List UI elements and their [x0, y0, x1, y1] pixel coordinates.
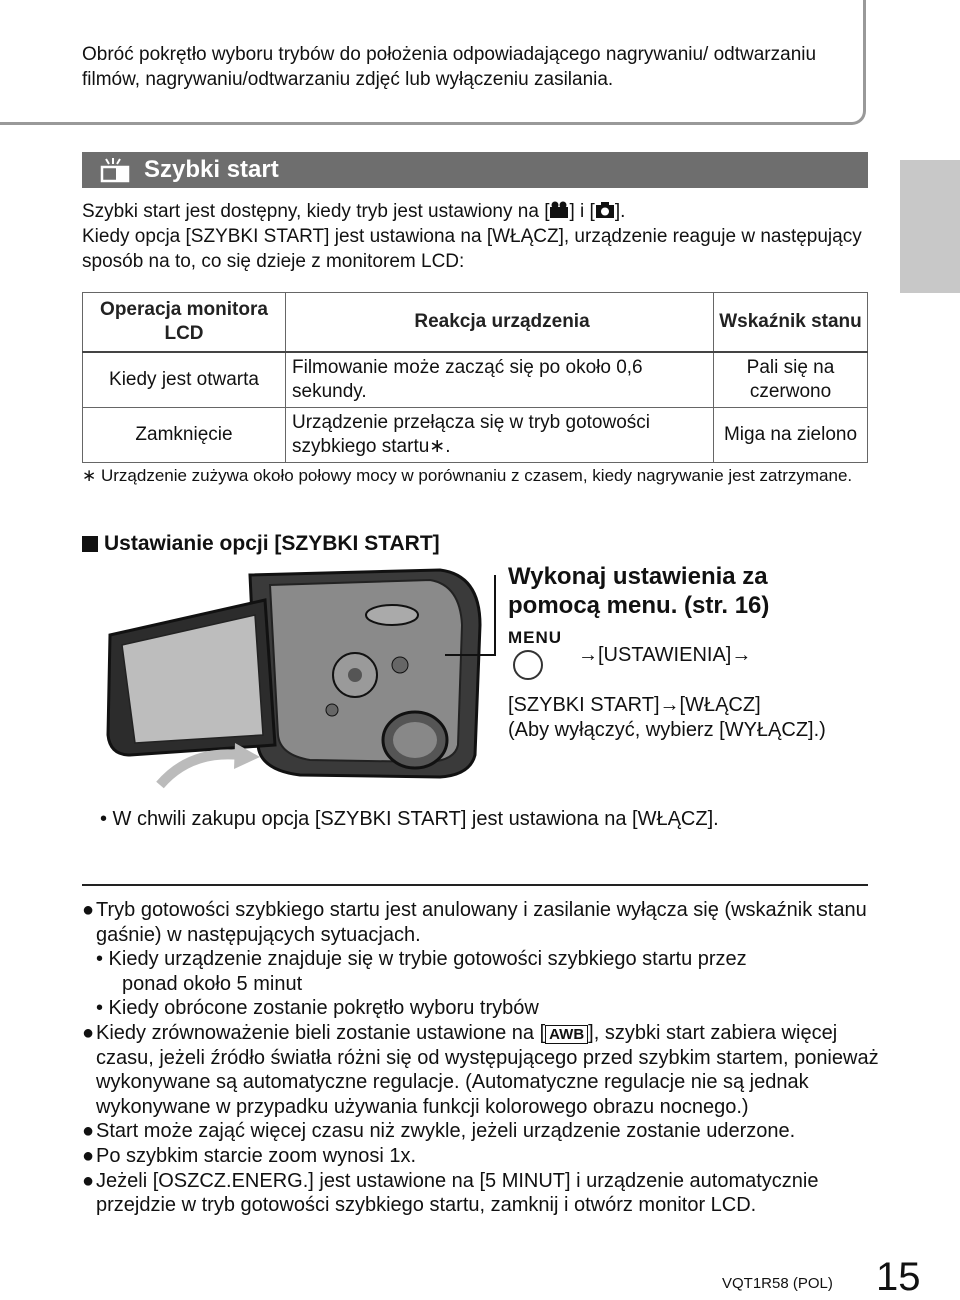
purchase-note: • W chwili zakupu opcja [SZYBKI START] jest ustawiona na [WŁĄCZ]. — [100, 808, 719, 830]
list-item-continued: ponad około 5 minut — [122, 972, 303, 995]
menu-label: MENU — [508, 628, 563, 647]
menu-path-continued: [SZYBKI START]→[WŁĄCZ] (Aby wyłączyć, wybierz [WYŁĄCZ].) — [508, 694, 826, 741]
quick-start-icon — [100, 157, 130, 183]
table-row — [83, 352, 868, 408]
video-mode-icon — [549, 201, 569, 219]
bullet-icon: ● — [82, 1144, 95, 1167]
footnote: ∗ Urządzenie zużywa około połowy mocy w porównaniu z czasem, kiedy nagrywanie jest zatrzymane. — [82, 466, 853, 485]
section-title: Szybki start — [144, 156, 279, 183]
camcorder-illustration — [100, 555, 500, 795]
intro-text: Obróć pokrętło wyboru trybów do położenia odpowiadającego nagrywaniu/ odtwarzaniu filmów, nagrywaniu/odtwarzaniu zdjęć lub wyłączeniu zasilania. — [82, 44, 817, 90]
document-code: VQT1R58 (POL) — [722, 1275, 833, 1292]
bullet-icon: ● — [82, 1021, 95, 1044]
row2-status: Miga na zielono — [714, 408, 868, 463]
intro-paragraph: Szybki start jest dostępny, kiedy tryb jest ustawiony na [ ] i [ ]. — [82, 201, 626, 222]
notes-list — [82, 898, 882, 1218]
square-bullet-icon — [82, 536, 98, 552]
subheading: Ustawianie opcji [SZYBKI START] — [82, 532, 440, 556]
header-reaction: Reakcja urządzenia — [286, 293, 714, 353]
bullet-icon: ● — [82, 1120, 95, 1143]
bullet-icon: ● — [82, 1169, 95, 1192]
list-item: • Kiedy obrócone zostanie pokrętło wyboru trybów — [96, 997, 539, 1020]
page-number: 15 — [876, 1255, 921, 1299]
bullet-icon: ● — [82, 899, 95, 921]
row1-status: Pali się na czerwono — [714, 352, 868, 408]
table-row — [83, 408, 868, 463]
section-header — [82, 152, 868, 188]
menu-button-icon — [513, 650, 543, 680]
row1-operation: Kiedy jest otwarta — [83, 352, 286, 408]
row1-reaction: Filmowanie może zacząć się po około 0,6 sekundy. — [286, 352, 714, 408]
menu-path: →[USTAWIENIA]→ — [578, 644, 752, 666]
header-status: Wskaźnik stanu — [714, 293, 868, 353]
photo-mode-icon — [595, 201, 615, 219]
list-item: ● Tryb gotowości szybkiego startu jest anulowany i zasilanie wyłącza się (wskaźnik stanu gaśnie) w następujących sytuacjach. — [82, 899, 867, 946]
table-header-row — [83, 293, 868, 353]
row2-reaction: Urządzenie przełącza się w tryb gotowości szybkiego startu∗. — [286, 408, 714, 463]
description-paragraph: Kiedy opcja [SZYBKI START] jest ustawiona na [WŁĄCZ], urządzenie reaguje w następujący sposób na to, co się dzieje z monitorem LCD: — [82, 226, 862, 272]
list-item: • Kiedy urządzenie znajduje się w trybie gotowości szybkiego startu przez — [96, 948, 747, 971]
instructions-title: Wykonaj ustawienia za pomocą menu. (str. 16) — [508, 563, 770, 619]
operations-table — [82, 292, 868, 463]
list-item: ● Po szybkim starcie zoom wynosi 1x. — [82, 1144, 417, 1167]
header-operation: Operacja monitora LCD — [83, 293, 286, 353]
divider — [82, 884, 868, 886]
row2-operation: Zamknięcie — [83, 408, 286, 463]
awb-icon: AWB — [545, 1025, 588, 1044]
list-item: ● Kiedy zrównoważenie bieli zostanie ustawione na [ AWB ], szybki start zabiera więcej czasu, jeżeli źródło światła różni się od występującego przed szybkim startem, ponieważ wykonywane są automatyczne regulacje. (Automatyczne regulacje nie są jednak wykonywane w przypadku używania funkcji kolorowego obrazu nocnego.) — [82, 1021, 879, 1118]
list-item: ● Start może zająć więcej czasu niż zwykle, jeżeli urządzenie zostanie uderzone. — [82, 1120, 796, 1143]
list-item: ● Jeżeli [OSZCZ.ENERG.] jest ustawione na [5 MINUT] i urządzenie automatycznie przejdzie w tryb gotowości szybkiego startu, zamknij i otwórz monitor LCD. — [82, 1169, 819, 1217]
side-tab — [900, 160, 960, 293]
